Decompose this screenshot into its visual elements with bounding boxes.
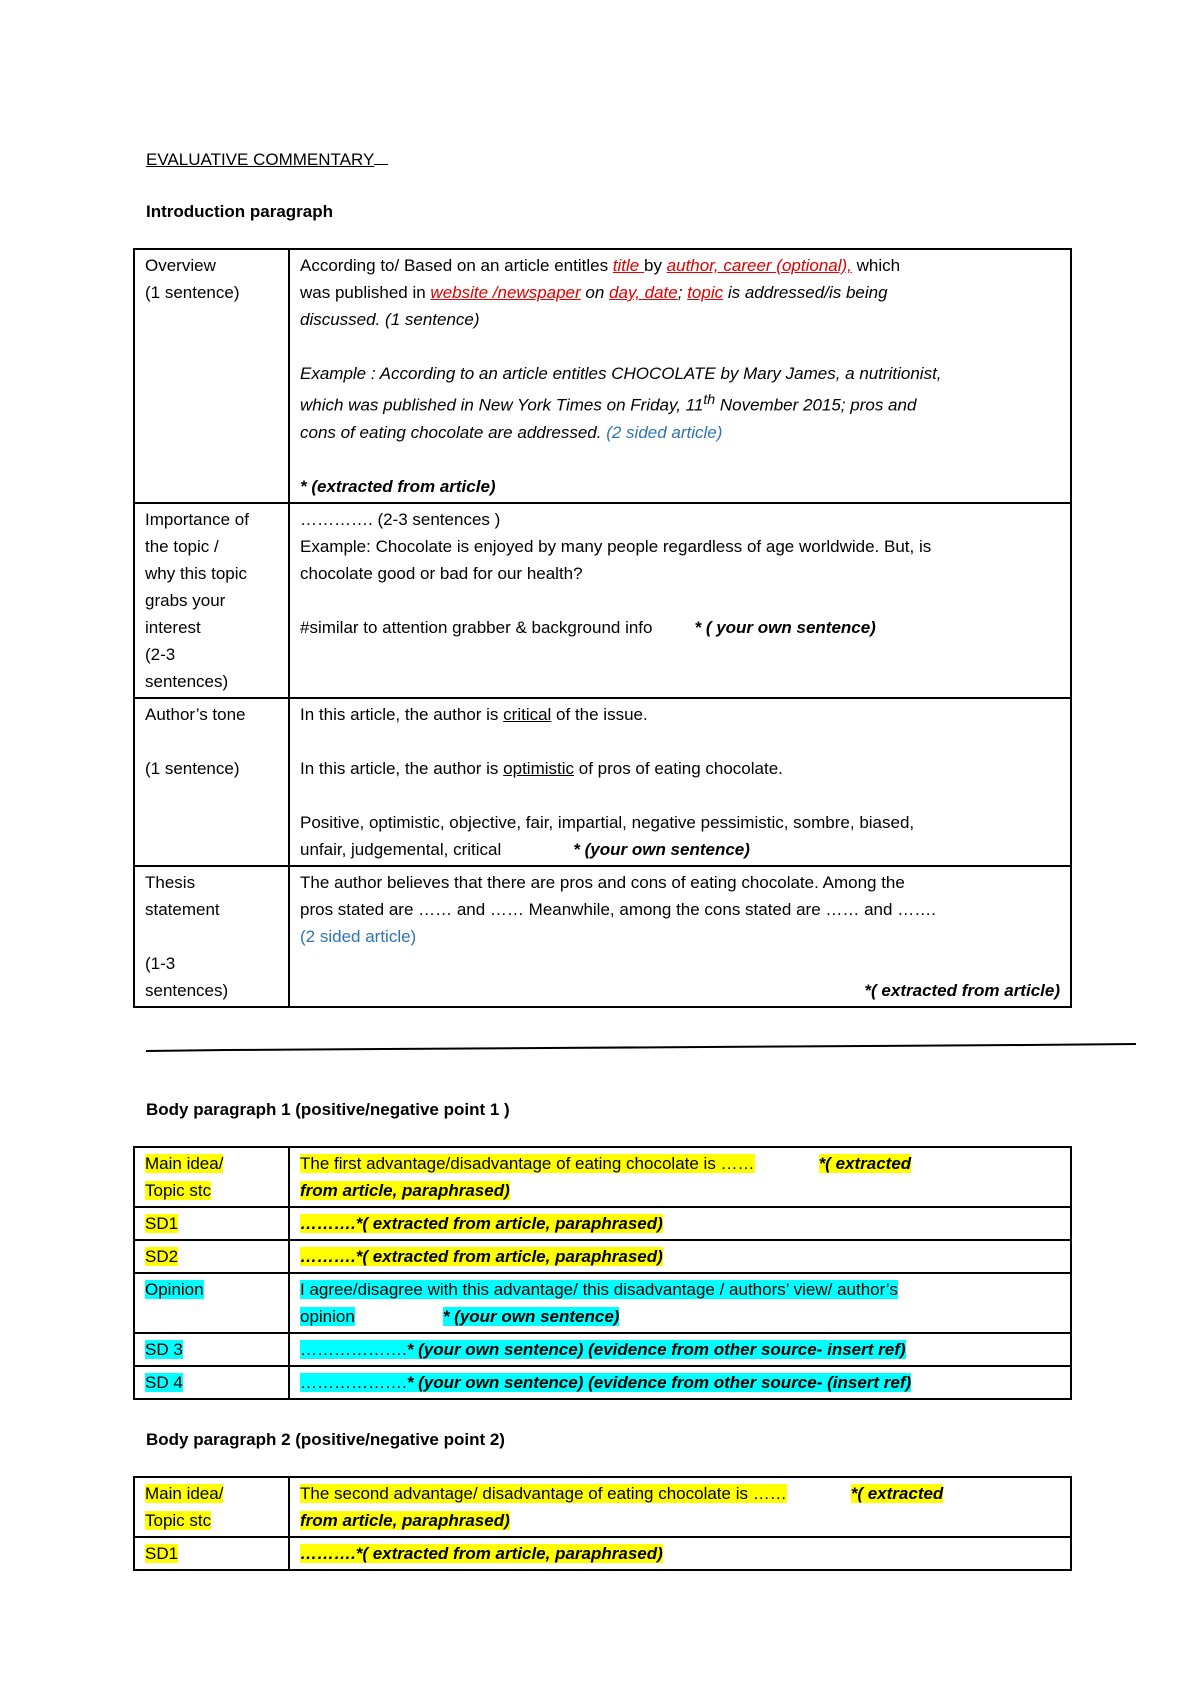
body1-sd3-row — [134, 1333, 1071, 1366]
body1-sd1-label: SD1 — [134, 1207, 289, 1240]
thesis-content: The author believes that there are pros and cons of eating chocolate. Among the pros stated are …… and …… Meanwhile, among the cons stated are …… and ……. (2 sided article) *( extracted from article) — [289, 866, 1071, 1007]
body1-main-row — [134, 1147, 1071, 1207]
body2-main-row — [134, 1477, 1071, 1537]
body1-sd3-label: SD 3 — [134, 1333, 289, 1366]
intro-heading: Introduction paragraph — [146, 202, 333, 221]
body1-main-label: Main idea/ Topic stc — [134, 1147, 289, 1207]
body1-main-content: The first advantage/disadvantage of eating chocolate is …… *( extracted from article, paraphrased) — [289, 1147, 1071, 1207]
overview-content: According to/ Based on an article entitles title by author, career (optional), which was published in website /newspaper on day, date; topic is addressed/is being discussed. (1 sentence) Example : According to an article entitles CHOCOLATE by Mary James, a nutritionist, which was published in New York Times on Friday, 11th November 2015; pros and cons of eating chocolate are addressed. (2 sided article) * (extracted from article) — [289, 249, 1071, 503]
body2-sd1-label: SD1 — [134, 1537, 289, 1570]
body1-opinion-label: Opinion — [134, 1273, 289, 1333]
body1-sd3-content: ……………….* (your own sentence) (evidence from other source- insert ref) — [289, 1333, 1071, 1366]
body1-sd2-row — [134, 1240, 1071, 1273]
body2-main-label: Main idea/ Topic stc — [134, 1477, 289, 1537]
body1-sd4-row — [134, 1366, 1071, 1399]
importance-content: …………. (2-3 sentences ) Example: Chocolate is enjoyed by many people regardless of age worldwide. But, is chocolate good or bad for our health? #similar to attention grabber & background info * ( your own sentence) — [289, 503, 1071, 698]
body1-heading: Body paragraph 1 (positive/negative point 1 ) — [146, 1100, 510, 1119]
body2-main-content: The second advantage/ disadvantage of eating chocolate is …… *( extracted from article, paraphrased) — [289, 1477, 1071, 1537]
body1-sd4-label: SD 4 — [134, 1366, 289, 1399]
overview-label: Overview (1 sentence) — [134, 249, 289, 503]
overview-row — [134, 249, 1071, 503]
tone-label: Author’s tone (1 sentence) — [134, 698, 289, 866]
intro-table — [133, 248, 1072, 1008]
body1-sd1-row — [134, 1207, 1071, 1240]
document-title: EVALUATIVE COMMENTARY — [146, 150, 388, 170]
body1-sd2-content: ……….*( extracted from article, paraphrased) — [289, 1240, 1071, 1273]
separator-line — [146, 1040, 1136, 1054]
importance-row — [134, 503, 1071, 698]
body1-table — [133, 1146, 1072, 1400]
thesis-row — [134, 866, 1071, 1007]
body1-sd1-content: ……….*( extracted from article, paraphrased) — [289, 1207, 1071, 1240]
thesis-label: Thesis statement (1-3 sentences) — [134, 866, 289, 1007]
thesis-note: *( extracted from article) — [864, 980, 1060, 1000]
body2-heading: Body paragraph 2 (positive/negative point 2) — [146, 1430, 505, 1449]
body1-opinion-content: I agree/disagree with this advantage/ this disadvantage / authors’ view/ author’s opinion * (your own sentence) — [289, 1273, 1071, 1333]
overview-note: * (extracted from article) — [300, 476, 496, 496]
body2-sd1-content: ……….*( extracted from article, paraphrased) — [289, 1537, 1071, 1570]
tone-row — [134, 698, 1071, 866]
body1-sd2-label: SD2 — [134, 1240, 289, 1273]
body2-table — [133, 1476, 1072, 1571]
body1-opinion-row — [134, 1273, 1071, 1333]
importance-label: Importance of the topic / why this topic grabs your interest (2-3 sentences) — [134, 503, 289, 698]
body2-sd1-row — [134, 1537, 1071, 1570]
tone-content: In this article, the author is critical of the issue. In this article, the author is optimistic of pros of eating chocolate. Positive, optimistic, objective, fair, impartial, negative pessimistic, sombre, biased, unfair, judgemental, critical * (your own sentence) — [289, 698, 1071, 866]
body1-sd4-content: ……………….* (your own sentence) (evidence from other source- (insert ref) — [289, 1366, 1071, 1399]
